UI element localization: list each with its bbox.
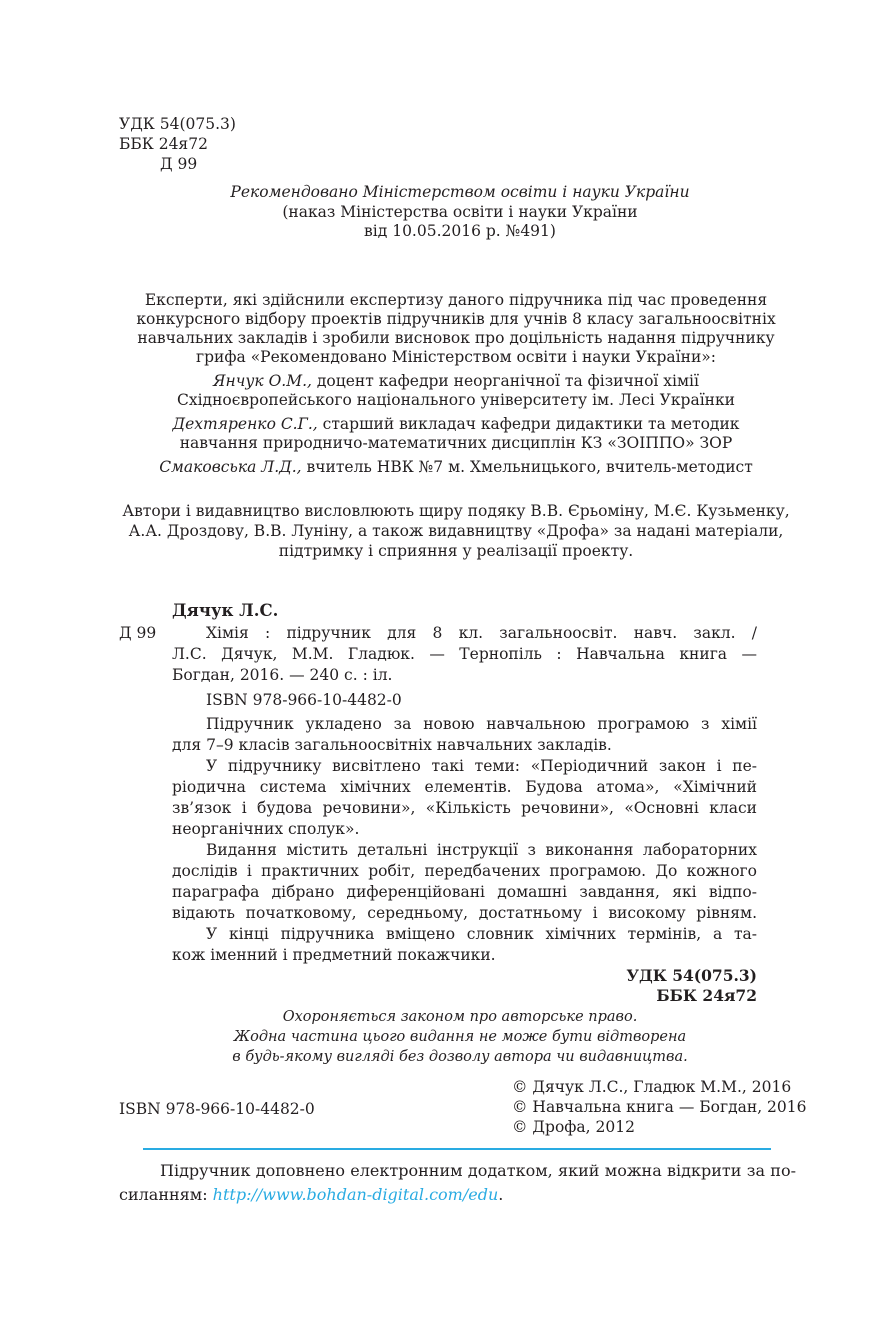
recommendation-line-2: (наказ Міністерства освіти і науки України: [282, 203, 638, 221]
expert-name: Дехтяренко С.Г.,: [172, 415, 318, 433]
bbk-code: ББК 24я72: [119, 135, 208, 153]
footer-suffix: .: [498, 1185, 504, 1204]
author-mark: Д 99: [160, 155, 198, 173]
expert-entry: [119, 372, 793, 391]
recommendation-line-1: Рекомендовано Міністерством освіти і науки України: [230, 183, 690, 201]
expert-role-cont: навчання природничо-математичних дисциплін КЗ «ЗОІППО» ЗОР: [179, 434, 733, 452]
experts-intro-line: конкурсного відбору проектів підручників для учнів 8 класу загальноосвітніх: [136, 310, 776, 328]
expert-role: старший викладач кафедри дидактики та методик: [317, 415, 740, 433]
annotation-line: неорганічних сполук».: [172, 820, 360, 838]
expert-role-cont: Східноєвропейського національного університету ім. Лесі Українки: [176, 391, 735, 409]
catalog-author-heading: Дячук Л.С.: [172, 601, 279, 620]
catalog-bib-line: Хімія : підручник для 8 кл. загальноосвіт. навч. закл. /: [206, 624, 757, 642]
copyright-line: © Дрофа, 2012: [512, 1118, 635, 1136]
footer-prefix: силанням:: [119, 1185, 213, 1204]
copyright-line: © Навчальна книга — Богдан, 2016: [512, 1098, 807, 1116]
thanks-line: Автори і видавництво висловлюють щиру подяку В.В. Єрьоміну, М.Є. Кузьменку,: [122, 502, 790, 520]
catalog-bib-line: Богдан, 2016. — 240 с. : іл.: [172, 666, 393, 684]
divider-rule: [143, 1148, 771, 1150]
annotation-line: зв’язок і будова речовини», «Кількість речовини», «Основні класи: [172, 799, 757, 817]
annotation-line: дослідів і практичних робіт, передбачених програмою. До кожного: [172, 862, 757, 880]
annotation-line: Підручник укладено за новою навчальною програмою з хімії: [206, 715, 757, 733]
annotation-line: У кінці підручника вміщено словник хімічних термінів, а та-: [206, 925, 757, 943]
footer-line-1: Підручник доповнено електронним додатком, який можна відкрити за по-: [160, 1161, 796, 1180]
catalog-bbk: ББК 24я72: [656, 986, 757, 1005]
annotation-line: відають початковому, середньому, достатньому і високому рівням.: [172, 904, 757, 922]
annotation-line: кож іменний і предметний покажчики.: [172, 946, 496, 964]
footer-line-2: [119, 1184, 503, 1205]
copyright-notice-line: в будь-якому вигляді без дозволу автора чи видавництва.: [232, 1049, 688, 1065]
catalog-mark: Д 99: [119, 624, 157, 642]
expert-name: Янчук О.М.,: [213, 372, 312, 390]
bottom-isbn: ISBN 978-966-10-4482-0: [119, 1100, 315, 1118]
catalog-isbn: ISBN 978-966-10-4482-0: [206, 691, 402, 709]
expert-entry: [119, 415, 793, 434]
annotation-line: параграфа дібрано диференційовані домашні завдання, які відпо-: [172, 883, 757, 901]
experts-intro-line: Експерти, які здійснили експертизу даного підручника під час проведення: [144, 291, 768, 309]
expert-entry: [119, 458, 793, 477]
thanks-line: А.А. Дроздову, В.В. Луніну, а також видавництву «Дрофа» за надані матеріали,: [128, 522, 784, 540]
thanks-line: підтримку і сприяння у реалізації проекту.: [278, 542, 634, 560]
copyright-line: © Дячук Л.С., Гладюк М.М., 2016: [512, 1078, 792, 1096]
footer-link[interactable]: http://www.bohdan-digital.com/edu: [212, 1185, 499, 1204]
copyright-notice-line: Охороняється законом про авторське право.: [282, 1009, 638, 1025]
copyright-notice-line: Жодна частина цього видання не може бути відтворена: [233, 1029, 687, 1045]
annotation-line: Видання містить детальні інструкції з виконання лабораторних: [206, 841, 757, 859]
experts-intro-line: грифа «Рекомендовано Міністерством освіти і науки України»:: [196, 348, 716, 366]
annotation-line: для 7–9 класів загальноосвітніх навчальних закладів.: [172, 736, 612, 754]
expert-role: доцент кафедри неорганічної та фізичної хімії: [311, 372, 699, 390]
experts-intro-line: навчальних закладів і зробили висновок про доцільність надання підручнику: [137, 329, 775, 347]
catalog-udk: УДК 54(075.3): [626, 966, 757, 985]
annotation-line: У підручнику висвітлено такі теми: «Періодичний закон і пе-: [206, 757, 757, 775]
udk-code: УДК 54(075.3): [119, 115, 236, 133]
catalog-bib-line: Л.С. Дячук, М.М. Гладюк. — Тернопіль : Навчальна книга —: [172, 645, 757, 663]
recommendation-line-3: від 10.05.2016 р. №491): [364, 222, 556, 240]
annotation-line: ріодична система хімічних елементів. Будова атома», «Хімічний: [172, 778, 757, 796]
expert-name: Смаковська Л.Д.,: [159, 458, 302, 476]
expert-role: вчитель НВК №7 м. Хмельницького, вчитель-методист: [301, 458, 753, 476]
